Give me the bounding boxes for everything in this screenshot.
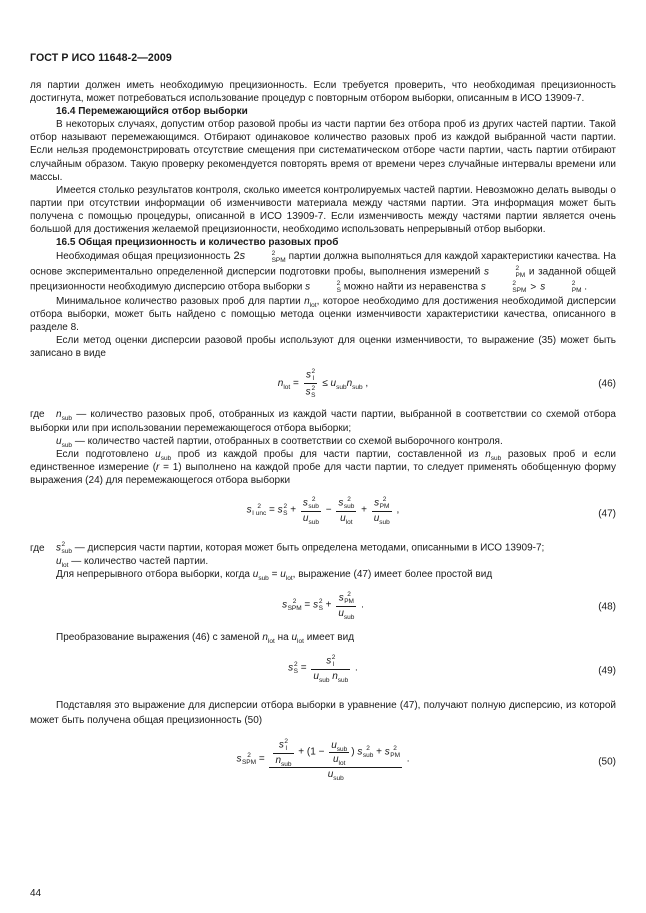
section-16-5-heading: 16.5 Общая прецизионность и количество разовых проб <box>56 237 339 249</box>
paragraph: Имеется столько результатов контроля, сколько имеется контролируемых частей партии. Невозможно делать выводы о партии при отсутствии информации об изменчивости материала между частями партии. Эта информация может быть получена с помощью процедуры, описанной в ИСО 13909-7. Если изменчивость между частями партии является очень большой для достижения желаемой прецизионности, необходимо использовать непрерывный отбор выборки. <box>30 184 616 236</box>
equation-48: s 2 SPM = s 2 S + s 2 PM $u_{sub}$ . (48) <box>282 591 616 622</box>
section-16-4-heading: 16.4 Перемежающийся отбор выборки <box>56 106 248 118</box>
paragraph: Преобразование выражения (46) с заменой $n_{lot}$ на $u_{lot}$ имеет вид <box>56 632 355 646</box>
document-body <box>30 79 616 790</box>
paragraph: Подставляя это выражение для дисперсии отбора выборки в уравнение (47), получают полную дисперсию, из которой может быть получена общая прецизионность (50) <box>30 700 616 727</box>
paragraph: В некоторых случаях, допустим отбор разовой пробы из части партии без отбора проб из других частей партии. Такой отбор называют перемежающимся. Отбирают одинаковое количество разовых проб из каждой выбранной части партии. Если нельзя продемонстрировать отсутствие смещения при систематическом отборе части партии, часть партии отбирают случайным образом. Такую проверку рекомендуется повторять время от времени через случайные интервалы времени или массы. <box>30 119 616 183</box>
paragraph: Минимальное количество разовых проб для партии $n_{lot}$, которое необходимо для достижения необходимой дисперсии отбора выборки, может быть найдено с помощью метода оценки изменчивости характеристики качества, описанного в разделе 8. <box>30 296 617 334</box>
equation-47: s 2 I unc = s 2 S + s 2 sub $u_{sub}$ − s 2 sub $u_{lot}$ + s 2 PM $u_{sub}$ , (47) <box>246 496 616 527</box>
paragraph-continuation: ля партии должен иметь необходимую прецизионность. Если требуется проверить, что необходимая прецизионность достигнута, может потребоваться использование процедур с повторным отбором выборки, описанным в ИСО 13909-7. <box>30 80 616 105</box>
definition-u-sub: $u_{sub}$ — количество частей партии, отобранных в соответствии со схемой выборочного контроля. <box>56 435 503 449</box>
definition-s-sub: где s 2 sub — дисперсия части партии, которая может быть определена методами, описанными в ИСО 13909-7; <box>30 541 545 556</box>
equation-46: $n_{lot}$ = s 2 I s 2 S ≤ $u_{sub}n_{sub}$ , (46) <box>277 368 616 400</box>
paragraph-precision: Необходимая общая прецизионность 2s 2 SPM партии должна выполняться для каждой характеристики качества. На основе экспериментально определенной дисперсии подготовки пробы, выполнения измерений s 2 PM и заданной общей прецизионности необходимую дисперсию отбора выборки s 2 S можно найти из неравенства s 2 SPM > s 2 PM . <box>30 249 616 294</box>
equation-number: (47) <box>598 508 616 520</box>
page-number: 44 <box>30 888 42 899</box>
equation-number: (48) <box>598 601 616 613</box>
paragraph: Если метод оценки дисперсии разовой пробы используют для оценки изменчивости, то выражение (35) может быть записано в виде <box>30 335 616 360</box>
equation-number: (46) <box>598 378 616 390</box>
definition-n-sub: где $n_{sub}$ — количество разовых проб, отобранных из каждой части партии, выбранной в соответствии со схемой отбора выборки или при использовании перемежающегося отбора выборки; <box>30 409 616 434</box>
paragraph: Если подготовлено $u_{sub}$ проб из каждой пробы для части партии, составленной из $n_{sub}$ разовых проб и если единственное измерение (r = 1) выполнено на каждой пробе для части партии, то следует применять обобщенную форму выражения (24) для перемежающегося отбора выборки <box>30 448 617 486</box>
equation-number: (49) <box>598 665 616 677</box>
equation-50: s 2 SPM = s 2 I $n_{sub}$ + (1 − $u_{sub}$ $u_{lot}$ ) s 2 sub + s 2 PM $u_{sub}$ . (50) <box>236 738 616 783</box>
paragraph: Для непрерывного отбора выборки, когда $u_{sub} = u_{lot}$, выражение (47) имеет более простой вид <box>56 569 493 583</box>
equation-number: (50) <box>598 756 616 768</box>
page-header: ГОСТ Р ИСО 11648-2—2009 <box>30 52 172 64</box>
definition-u-lot: $u_{lot}$ — количество частей партии. <box>56 556 209 570</box>
equation-49: s 2 S = s 2 I $u_{sub}$ $n_{sub}$ . (49) <box>288 654 616 685</box>
